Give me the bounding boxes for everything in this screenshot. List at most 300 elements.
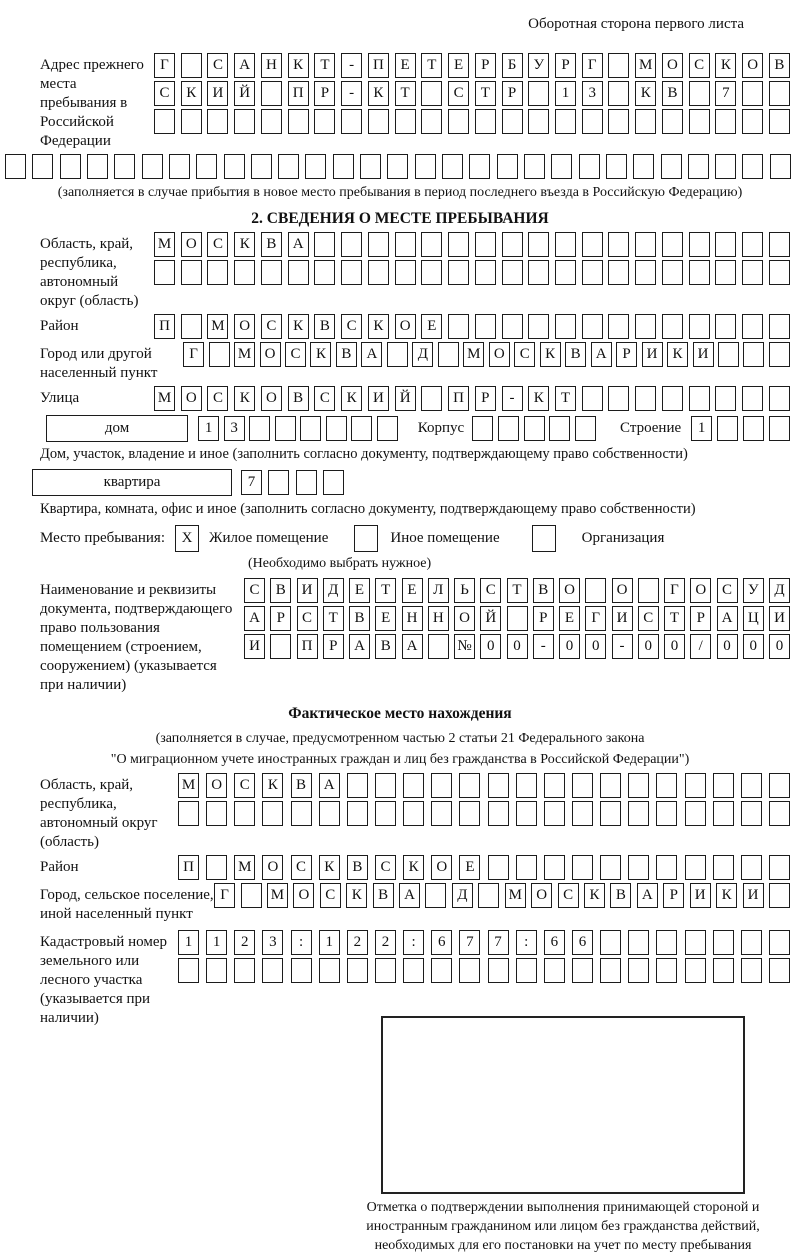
char-cell[interactable]: 6 xyxy=(544,930,565,955)
char-cell[interactable]: Р xyxy=(533,606,554,631)
char-cell[interactable]: А xyxy=(319,773,340,798)
char-cell[interactable] xyxy=(662,232,683,257)
char-cell[interactable] xyxy=(544,801,565,826)
char-cell[interactable] xyxy=(769,930,790,955)
char-cell[interactable]: М xyxy=(234,342,255,367)
char-cell[interactable]: Р xyxy=(502,81,523,106)
char-cell[interactable] xyxy=(769,416,790,441)
char-cell[interactable]: С xyxy=(689,53,710,78)
char-cell[interactable] xyxy=(516,801,537,826)
char-cell[interactable] xyxy=(475,314,496,339)
char-cell[interactable]: Г xyxy=(214,883,235,908)
char-cell[interactable]: О xyxy=(234,314,255,339)
char-cell[interactable]: В xyxy=(288,386,309,411)
char-cell[interactable] xyxy=(262,958,283,983)
char-cell[interactable]: Д xyxy=(323,578,344,603)
char-cell[interactable] xyxy=(713,773,734,798)
char-cell[interactable]: В xyxy=(373,883,394,908)
char-cell[interactable]: К xyxy=(288,53,309,78)
char-cell[interactable] xyxy=(368,260,389,285)
char-cell[interactable] xyxy=(278,154,299,179)
char-cell[interactable]: С xyxy=(297,606,318,631)
char-cell[interactable]: А xyxy=(591,342,612,367)
char-cell[interactable] xyxy=(689,386,710,411)
char-cell[interactable] xyxy=(769,232,790,257)
char-cell[interactable]: М xyxy=(505,883,526,908)
char-cell[interactable]: В xyxy=(314,314,335,339)
char-cell[interactable] xyxy=(608,232,629,257)
char-cell[interactable] xyxy=(769,386,790,411)
char-cell[interactable]: Р xyxy=(475,53,496,78)
char-cell[interactable]: Е xyxy=(375,606,396,631)
char-cell[interactable] xyxy=(528,109,549,134)
char-cell[interactable]: Р xyxy=(616,342,637,367)
char-cell[interactable]: П xyxy=(368,53,389,78)
char-cell[interactable] xyxy=(656,930,677,955)
char-cell[interactable] xyxy=(742,81,763,106)
char-cell[interactable] xyxy=(713,855,734,880)
char-cell[interactable] xyxy=(608,81,629,106)
char-cell[interactable] xyxy=(769,81,790,106)
char-cell[interactable]: К xyxy=(528,386,549,411)
char-cell[interactable]: 6 xyxy=(572,930,593,955)
char-cell[interactable]: 0 xyxy=(717,634,738,659)
char-cell[interactable]: А xyxy=(717,606,738,631)
char-cell[interactable]: - xyxy=(341,53,362,78)
char-cell[interactable]: Й xyxy=(234,81,255,106)
char-cell[interactable]: 0 xyxy=(559,634,580,659)
char-cell[interactable] xyxy=(769,883,790,908)
char-cell[interactable]: О xyxy=(690,578,711,603)
char-cell[interactable] xyxy=(608,53,629,78)
char-cell[interactable]: П xyxy=(297,634,318,659)
char-cell[interactable]: И xyxy=(769,606,790,631)
char-cell[interactable] xyxy=(475,109,496,134)
char-cell[interactable] xyxy=(628,958,649,983)
char-cell[interactable]: Й xyxy=(395,386,416,411)
char-cell[interactable]: О xyxy=(293,883,314,908)
char-cell[interactable] xyxy=(572,801,593,826)
char-cell[interactable]: : xyxy=(516,930,537,955)
char-cell[interactable] xyxy=(662,314,683,339)
char-cell[interactable] xyxy=(685,930,706,955)
char-cell[interactable]: И xyxy=(743,883,764,908)
char-cell[interactable]: С xyxy=(207,232,228,257)
char-cell[interactable]: С xyxy=(154,81,175,106)
char-cell[interactable] xyxy=(600,855,621,880)
char-cell[interactable] xyxy=(555,260,576,285)
char-cell[interactable]: А xyxy=(234,53,255,78)
char-cell[interactable]: С xyxy=(234,773,255,798)
char-cell[interactable]: 0 xyxy=(585,634,606,659)
char-cell[interactable]: Е xyxy=(349,578,370,603)
char-cell[interactable] xyxy=(656,801,677,826)
char-cell[interactable] xyxy=(628,801,649,826)
char-cell[interactable] xyxy=(360,154,381,179)
char-cell[interactable] xyxy=(582,386,603,411)
char-cell[interactable]: 7 xyxy=(488,930,509,955)
char-cell[interactable]: А xyxy=(402,634,423,659)
char-cell[interactable]: С xyxy=(480,578,501,603)
char-cell[interactable]: : xyxy=(403,930,424,955)
char-cell[interactable]: К xyxy=(584,883,605,908)
char-cell[interactable] xyxy=(300,416,321,441)
char-cell[interactable] xyxy=(206,958,227,983)
char-cell[interactable]: Р xyxy=(323,634,344,659)
char-cell[interactable] xyxy=(528,232,549,257)
char-cell[interactable]: В xyxy=(662,81,683,106)
char-cell[interactable]: С xyxy=(558,883,579,908)
char-cell[interactable] xyxy=(661,154,682,179)
char-cell[interactable] xyxy=(742,260,763,285)
char-cell[interactable] xyxy=(715,260,736,285)
char-cell[interactable] xyxy=(685,801,706,826)
char-cell[interactable] xyxy=(475,260,496,285)
char-cell[interactable] xyxy=(741,930,762,955)
char-cell[interactable]: А xyxy=(399,883,420,908)
char-cell[interactable] xyxy=(741,801,762,826)
char-cell[interactable] xyxy=(442,154,463,179)
char-cell[interactable] xyxy=(689,109,710,134)
char-cell[interactable] xyxy=(741,773,762,798)
char-cell[interactable]: 1 xyxy=(206,930,227,955)
char-cell[interactable]: Т xyxy=(395,81,416,106)
char-cell[interactable]: 0 xyxy=(480,634,501,659)
char-cell[interactable] xyxy=(488,855,509,880)
char-cell[interactable]: Г xyxy=(664,578,685,603)
char-cell[interactable] xyxy=(319,801,340,826)
char-cell[interactable] xyxy=(206,855,227,880)
char-cell[interactable] xyxy=(181,314,202,339)
char-cell[interactable] xyxy=(326,416,347,441)
char-cell[interactable] xyxy=(351,416,372,441)
char-cell[interactable]: 1 xyxy=(555,81,576,106)
char-cell[interactable] xyxy=(403,958,424,983)
char-cell[interactable] xyxy=(421,232,442,257)
char-cell[interactable]: И xyxy=(693,342,714,367)
char-cell[interactable] xyxy=(544,773,565,798)
char-cell[interactable] xyxy=(582,232,603,257)
char-cell[interactable] xyxy=(769,773,790,798)
char-cell[interactable] xyxy=(579,154,600,179)
char-cell[interactable]: О xyxy=(489,342,510,367)
char-cell[interactable] xyxy=(305,154,326,179)
char-cell[interactable] xyxy=(528,314,549,339)
char-cell[interactable] xyxy=(713,930,734,955)
char-cell[interactable]: Ь xyxy=(454,578,475,603)
char-cell[interactable] xyxy=(209,342,230,367)
char-cell[interactable]: С xyxy=(261,314,282,339)
char-cell[interactable]: М xyxy=(635,53,656,78)
char-cell[interactable] xyxy=(154,260,175,285)
char-cell[interactable]: С xyxy=(207,386,228,411)
char-cell[interactable] xyxy=(268,470,289,495)
char-cell[interactable] xyxy=(296,470,317,495)
char-cell[interactable] xyxy=(555,314,576,339)
char-cell[interactable] xyxy=(234,260,255,285)
char-cell[interactable]: О xyxy=(431,855,452,880)
char-cell[interactable] xyxy=(425,883,446,908)
char-cell[interactable]: О xyxy=(262,855,283,880)
char-cell[interactable]: О xyxy=(559,578,580,603)
char-cell[interactable] xyxy=(251,154,272,179)
char-cell[interactable] xyxy=(549,416,570,441)
char-cell[interactable] xyxy=(5,154,26,179)
char-cell[interactable] xyxy=(497,154,518,179)
char-cell[interactable]: В xyxy=(533,578,554,603)
char-cell[interactable]: К xyxy=(341,386,362,411)
char-cell[interactable]: С xyxy=(448,81,469,106)
char-cell[interactable]: И xyxy=(297,578,318,603)
char-cell[interactable] xyxy=(341,232,362,257)
char-cell[interactable] xyxy=(403,773,424,798)
char-cell[interactable]: Р xyxy=(555,53,576,78)
char-cell[interactable] xyxy=(262,801,283,826)
char-cell[interactable] xyxy=(713,801,734,826)
char-cell[interactable] xyxy=(638,578,659,603)
char-cell[interactable]: О xyxy=(612,578,633,603)
char-cell[interactable] xyxy=(572,773,593,798)
char-cell[interactable]: Р xyxy=(270,606,291,631)
char-cell[interactable] xyxy=(448,314,469,339)
char-cell[interactable]: С xyxy=(638,606,659,631)
char-cell[interactable]: И xyxy=(368,386,389,411)
char-cell[interactable]: Е xyxy=(459,855,480,880)
char-cell[interactable]: № xyxy=(454,634,475,659)
char-cell[interactable]: В xyxy=(375,634,396,659)
char-cell[interactable]: Т xyxy=(507,578,528,603)
char-cell[interactable]: Н xyxy=(402,606,423,631)
char-cell[interactable]: В xyxy=(610,883,631,908)
char-cell[interactable]: О xyxy=(206,773,227,798)
char-cell[interactable] xyxy=(323,470,344,495)
char-cell[interactable] xyxy=(32,154,53,179)
char-cell[interactable]: Т xyxy=(314,53,335,78)
char-cell[interactable]: К xyxy=(262,773,283,798)
char-cell[interactable]: 2 xyxy=(375,930,396,955)
char-cell[interactable]: Т xyxy=(375,578,396,603)
char-cell[interactable] xyxy=(606,154,627,179)
char-cell[interactable] xyxy=(628,855,649,880)
char-cell[interactable]: Т xyxy=(664,606,685,631)
char-cell[interactable] xyxy=(742,109,763,134)
char-cell[interactable] xyxy=(628,930,649,955)
char-cell[interactable] xyxy=(341,260,362,285)
char-cell[interactable]: Т xyxy=(323,606,344,631)
char-cell[interactable]: Р xyxy=(690,606,711,631)
char-cell[interactable] xyxy=(347,801,368,826)
char-cell[interactable] xyxy=(291,801,312,826)
char-cell[interactable]: Г xyxy=(154,53,175,78)
char-cell[interactable]: А xyxy=(288,232,309,257)
char-cell[interactable] xyxy=(478,883,499,908)
char-cell[interactable] xyxy=(459,801,480,826)
char-cell[interactable] xyxy=(715,314,736,339)
char-cell[interactable] xyxy=(288,109,309,134)
char-cell[interactable] xyxy=(469,154,490,179)
char-cell[interactable] xyxy=(249,416,270,441)
char-cell[interactable] xyxy=(635,232,656,257)
char-cell[interactable]: К xyxy=(234,232,255,257)
char-cell[interactable] xyxy=(60,154,81,179)
char-cell[interactable] xyxy=(502,109,523,134)
char-cell[interactable]: О xyxy=(260,342,281,367)
char-cell[interactable] xyxy=(438,342,459,367)
char-cell[interactable]: 7 xyxy=(241,470,262,495)
char-cell[interactable] xyxy=(261,109,282,134)
char-cell[interactable]: М xyxy=(154,232,175,257)
char-cell[interactable]: К xyxy=(310,342,331,367)
char-cell[interactable]: Т xyxy=(475,81,496,106)
char-cell[interactable]: В xyxy=(347,855,368,880)
char-cell[interactable]: Р xyxy=(314,81,335,106)
char-cell[interactable] xyxy=(387,154,408,179)
char-cell[interactable]: С xyxy=(314,386,335,411)
char-cell[interactable]: С xyxy=(244,578,265,603)
char-cell[interactable]: К xyxy=(319,855,340,880)
char-cell[interactable] xyxy=(87,154,108,179)
char-cell[interactable]: Н xyxy=(261,53,282,78)
char-cell[interactable]: Т xyxy=(421,53,442,78)
char-cell[interactable] xyxy=(743,416,764,441)
char-cell[interactable] xyxy=(395,109,416,134)
char-cell[interactable] xyxy=(769,314,790,339)
char-cell[interactable] xyxy=(261,260,282,285)
char-cell[interactable] xyxy=(741,958,762,983)
char-cell[interactable]: С xyxy=(285,342,306,367)
char-cell[interactable] xyxy=(347,773,368,798)
char-cell[interactable] xyxy=(431,801,452,826)
char-cell[interactable]: О xyxy=(395,314,416,339)
char-cell[interactable]: П xyxy=(154,314,175,339)
char-cell[interactable]: С xyxy=(291,855,312,880)
char-cell[interactable]: К xyxy=(715,53,736,78)
char-cell[interactable] xyxy=(689,314,710,339)
char-cell[interactable] xyxy=(241,883,262,908)
char-cell[interactable]: А xyxy=(349,634,370,659)
char-cell[interactable] xyxy=(544,958,565,983)
char-cell[interactable]: С xyxy=(320,883,341,908)
char-cell[interactable] xyxy=(472,416,493,441)
char-cell[interactable]: М xyxy=(463,342,484,367)
char-cell[interactable] xyxy=(555,232,576,257)
char-cell[interactable]: К xyxy=(403,855,424,880)
char-cell[interactable] xyxy=(685,773,706,798)
char-cell[interactable] xyxy=(516,855,537,880)
char-cell[interactable] xyxy=(715,154,736,179)
char-cell[interactable] xyxy=(196,154,217,179)
char-cell[interactable] xyxy=(528,81,549,106)
char-cell[interactable]: Ц xyxy=(743,606,764,631)
char-cell[interactable]: К xyxy=(667,342,688,367)
char-cell[interactable] xyxy=(178,958,199,983)
char-cell[interactable]: У xyxy=(528,53,549,78)
char-cell[interactable] xyxy=(635,386,656,411)
char-cell[interactable]: О xyxy=(742,53,763,78)
char-cell[interactable] xyxy=(635,109,656,134)
char-cell[interactable] xyxy=(448,260,469,285)
char-cell[interactable] xyxy=(314,109,335,134)
char-cell[interactable] xyxy=(689,260,710,285)
char-cell[interactable]: 1 xyxy=(691,416,712,441)
stay-type-checkbox-inoe[interactable] xyxy=(354,525,378,552)
char-cell[interactable] xyxy=(656,958,677,983)
char-cell[interactable]: О xyxy=(454,606,475,631)
char-cell[interactable]: Д xyxy=(412,342,433,367)
char-cell[interactable]: 0 xyxy=(769,634,790,659)
char-cell[interactable]: М xyxy=(234,855,255,880)
char-cell[interactable] xyxy=(178,801,199,826)
char-cell[interactable] xyxy=(662,386,683,411)
char-cell[interactable] xyxy=(224,154,245,179)
char-cell[interactable] xyxy=(544,855,565,880)
char-cell[interactable] xyxy=(635,260,656,285)
char-cell[interactable] xyxy=(502,260,523,285)
char-cell[interactable] xyxy=(582,314,603,339)
char-cell[interactable]: О xyxy=(181,386,202,411)
char-cell[interactable] xyxy=(551,154,572,179)
char-cell[interactable] xyxy=(375,801,396,826)
char-cell[interactable]: И xyxy=(207,81,228,106)
char-cell[interactable] xyxy=(575,416,596,441)
char-cell[interactable]: К xyxy=(181,81,202,106)
char-cell[interactable] xyxy=(428,634,449,659)
char-cell[interactable] xyxy=(261,81,282,106)
char-cell[interactable] xyxy=(448,232,469,257)
char-cell[interactable] xyxy=(459,958,480,983)
char-cell[interactable]: 3 xyxy=(224,416,245,441)
char-cell[interactable] xyxy=(319,958,340,983)
char-cell[interactable]: 3 xyxy=(582,81,603,106)
char-cell[interactable]: У xyxy=(743,578,764,603)
char-cell[interactable]: В xyxy=(769,53,790,78)
char-cell[interactable]: / xyxy=(690,634,711,659)
char-cell[interactable] xyxy=(685,958,706,983)
char-cell[interactable]: 0 xyxy=(507,634,528,659)
char-cell[interactable]: В xyxy=(291,773,312,798)
char-cell[interactable]: А xyxy=(361,342,382,367)
char-cell[interactable]: 0 xyxy=(638,634,659,659)
char-cell[interactable]: 2 xyxy=(347,930,368,955)
char-cell[interactable] xyxy=(234,109,255,134)
char-cell[interactable] xyxy=(662,260,683,285)
char-cell[interactable] xyxy=(475,232,496,257)
char-cell[interactable]: - xyxy=(502,386,523,411)
char-cell[interactable] xyxy=(431,958,452,983)
char-cell[interactable]: О xyxy=(181,232,202,257)
char-cell[interactable] xyxy=(207,109,228,134)
char-cell[interactable]: К xyxy=(635,81,656,106)
char-cell[interactable] xyxy=(633,154,654,179)
stay-type-checkbox-org[interactable] xyxy=(532,525,556,552)
char-cell[interactable]: 6 xyxy=(431,930,452,955)
char-cell[interactable] xyxy=(375,773,396,798)
char-cell[interactable]: Е xyxy=(402,578,423,603)
char-cell[interactable]: М xyxy=(207,314,228,339)
char-cell[interactable]: Б xyxy=(502,53,523,78)
char-cell[interactable] xyxy=(270,634,291,659)
char-cell[interactable]: А xyxy=(637,883,658,908)
char-cell[interactable] xyxy=(459,773,480,798)
char-cell[interactable]: И xyxy=(642,342,663,367)
char-cell[interactable]: П xyxy=(288,81,309,106)
char-cell[interactable] xyxy=(713,958,734,983)
char-cell[interactable]: С xyxy=(717,578,738,603)
char-cell[interactable] xyxy=(608,109,629,134)
char-cell[interactable] xyxy=(524,416,545,441)
char-cell[interactable]: В xyxy=(261,232,282,257)
char-cell[interactable] xyxy=(582,109,603,134)
